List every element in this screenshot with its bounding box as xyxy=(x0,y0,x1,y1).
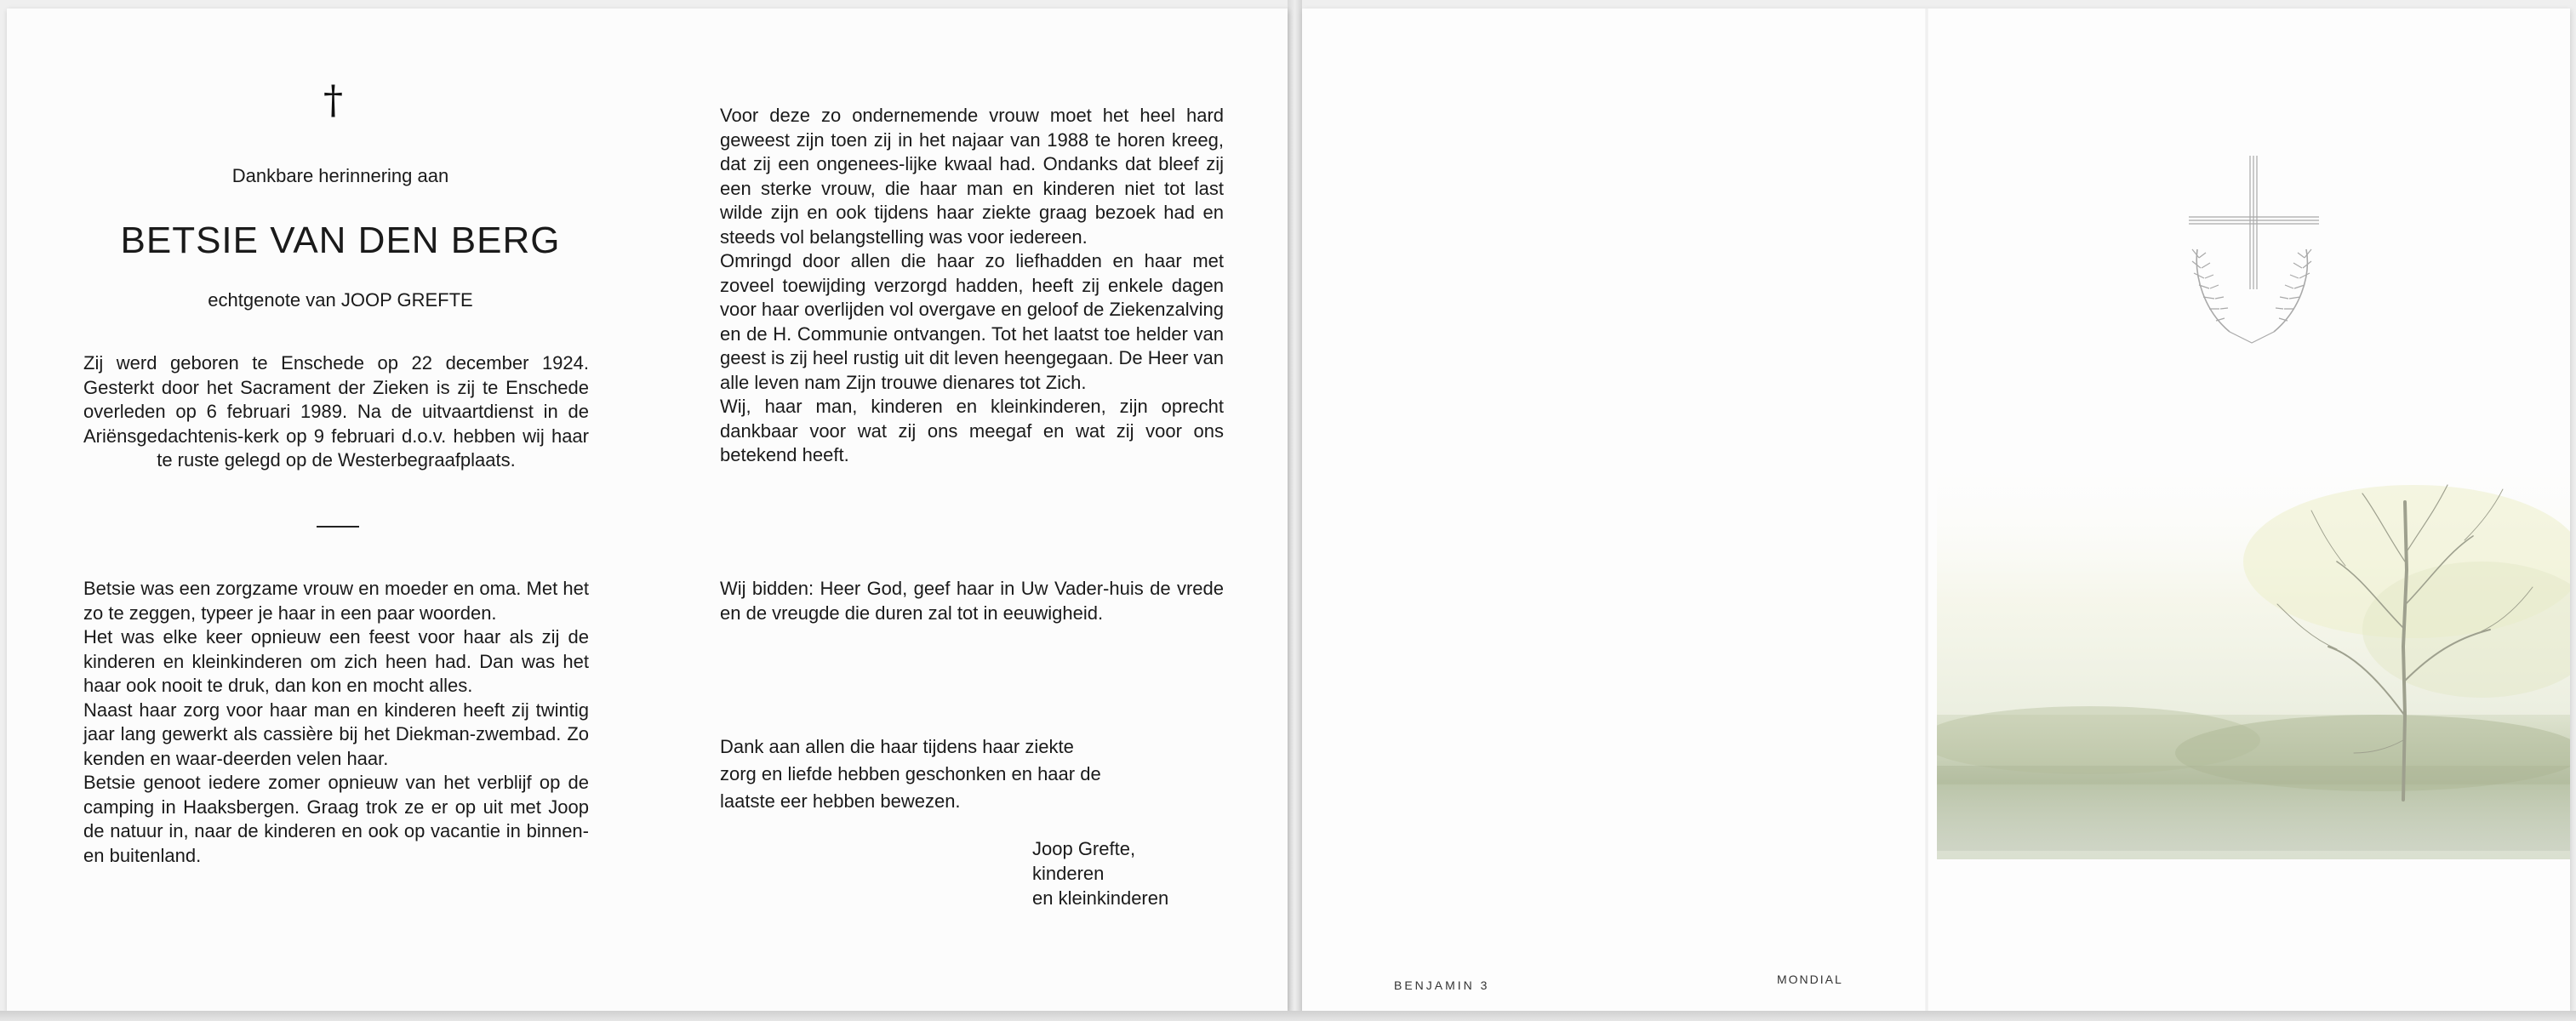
card-fold xyxy=(1925,9,1928,1011)
birth-death-paragraph xyxy=(83,351,589,473)
signature-line: kinderen xyxy=(1032,863,1105,884)
middle-paragraph: Omringd door allen die haar zo liefhadden en haar met zoveel toewijding verzorgd hadden, heeft zij enkele dagen voor haar overlijden vol overgave en geloof de Ziekenzalving en de H. Communie ontvangen. Tot het laatst toe helder van geest is zij heel rustig uit dit leven heengegaan. De Heer van alle leven nam Zijn trouwe dienares tot Zich. xyxy=(720,250,1224,393)
bio-paragraph: Het was elke keer opnieuw een feest voor haar als zij de kinderen en kleinkinderen om zich heen had. Dan was het haar ook nooit te druk, dan kon en mocht alles. xyxy=(83,626,589,696)
dedication-text: Dankbare herinnering aan xyxy=(231,165,449,186)
prayer-text: Wij bidden: Heer God, geef haar in Uw Vader-huis de vrede en de vreugde die duren zal tot in eeuwigheid. xyxy=(720,578,1224,624)
middle-paragraph: Voor deze zo ondernemende vrouw moet het heel hard geweest zijn toen zij in het najaar van 1988 te horen kreeg, dat zij een ongenees-lijke kwaal had. Ondanks dat bleef zij een sterke vrouw, die haar man en kinderen niet tot last wilde zijn en ook tijdens haar ziekte graag bezoek had en steeds vol belangstelling was voor iedereen. xyxy=(720,105,1224,248)
divider xyxy=(317,526,359,528)
cross-icon: † xyxy=(323,77,343,123)
biography xyxy=(83,577,589,868)
bio-paragraph: Betsie genoot iedere zomer opnieuw van het verblijf op de camping in Haaksbergen. Graag trok ze er op uit met Joop de natuur in, naar de kinderen en ook op vacantie in binnen- en buitenland. xyxy=(83,772,589,866)
scan-edge xyxy=(0,1011,2576,1021)
bio-paragraph: Naast haar zorg voor haar man en kinderen heeft zij twintig jaar lang gewerkt als cassière bij het Diekman-zwembad. Zo kenden en waar-deerden velen haar. xyxy=(83,699,589,769)
birth-death-text: Zij werd geboren te Enschede op 22 december 1924. Gesterkt door het Sacrament der Zieken is zij te Enschede overleden op 6 februari 1989. Na de uitvaartdienst in de Ariënsgedachtenis-kerk op 9 februari d.o.v. hebben wij haar te ruste gelegd op de Westerbegraafplaats. xyxy=(83,352,589,471)
landscape-illustration xyxy=(1937,459,2570,859)
bio-paragraph: Betsie was een zorgzame vrouw en moeder en oma. Met het zo te zeggen, typeer je haar in een paar woorden. xyxy=(83,578,589,624)
deceased-name: BETSIE VAN DEN BERG xyxy=(120,220,561,261)
cross-palm-icon xyxy=(2179,149,2328,349)
brand-mondial: MONDIAL xyxy=(1777,973,1843,986)
thanks-line: zorg en liefde hebben geschonken en haar de xyxy=(720,763,1101,784)
signature-line: Joop Grefte, xyxy=(1032,838,1136,859)
thanks-line: Dank aan allen die haar tijdens haar ziekte xyxy=(720,736,1074,757)
signature xyxy=(1032,836,1168,910)
thanks-note xyxy=(720,733,1231,815)
spouse-line: echtgenote van JOOP GREFTE xyxy=(208,289,473,311)
middle-paragraph: Wij, haar man, kinderen en kleinkinderen, zijn oprecht dankbaar voor wat zij ons meegaf en wat zij voor ons betekend heeft. xyxy=(720,396,1224,465)
thanks-line: laatste eer hebben bewezen. xyxy=(720,790,961,812)
center-gap xyxy=(1288,0,1302,1021)
inner-card-page xyxy=(7,9,1288,1011)
signature-line: en kleinkinderen xyxy=(1032,887,1169,909)
middle-column xyxy=(720,104,1224,468)
prayer xyxy=(720,577,1224,625)
brand-benjamin: BENJAMIN 3 xyxy=(1394,978,1490,992)
